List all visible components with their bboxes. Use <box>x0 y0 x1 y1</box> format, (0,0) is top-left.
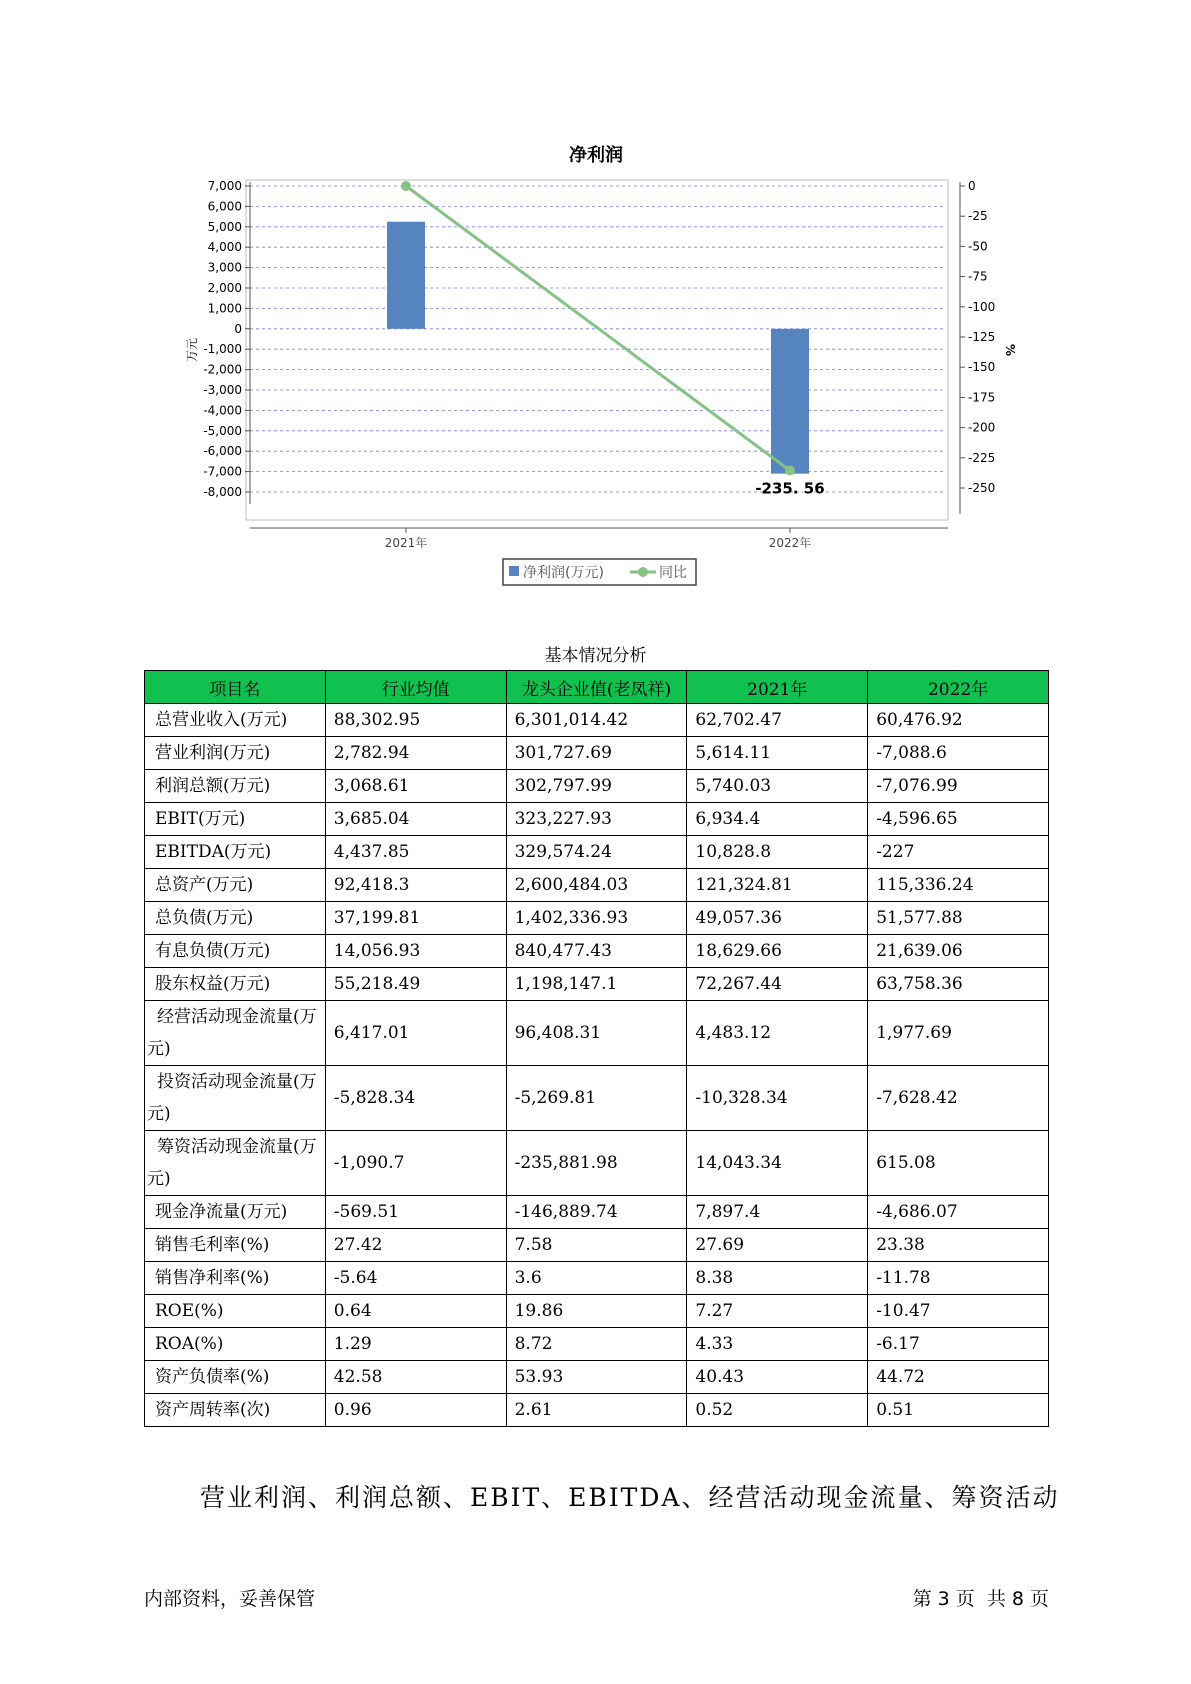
row-label: EBITDA(万元) <box>145 836 326 869</box>
row-cell: -4,596.65 <box>868 803 1049 836</box>
y2-tick-label: -50 <box>968 239 988 254</box>
row-label: 经营活动现金流量(万元) <box>145 1001 326 1066</box>
y-tick-label: -2,000 <box>203 362 242 377</box>
table-row <box>145 968 1049 1001</box>
yoy-point <box>401 181 411 191</box>
legend-bar-swatch <box>509 566 519 576</box>
row-cell: 62,702.47 <box>687 704 868 737</box>
basic-analysis-table <box>144 670 1049 1427</box>
table-row <box>145 1066 1049 1131</box>
row-cell: -5,828.34 <box>325 1066 506 1131</box>
legend-line-marker <box>638 567 648 577</box>
row-cell: 4,437.85 <box>325 836 506 869</box>
row-cell: 44.72 <box>868 1361 1049 1394</box>
row-cell: 42.58 <box>325 1361 506 1394</box>
y-tick-label: 7,000 <box>207 179 242 193</box>
row-label: 利润总额(万元) <box>145 770 326 803</box>
table-row <box>145 704 1049 737</box>
y2-tick-label: -225 <box>968 450 996 465</box>
y-tick-label: -4,000 <box>203 403 242 418</box>
row-cell: 14,043.34 <box>687 1131 868 1196</box>
row-cell: 121,324.81 <box>687 869 868 902</box>
row-cell: 0.96 <box>325 1394 506 1427</box>
row-cell: -10,328.34 <box>687 1066 868 1131</box>
row-cell: -7,076.99 <box>868 770 1049 803</box>
chart-marks <box>387 181 809 476</box>
row-cell: 19.86 <box>506 1295 687 1328</box>
y2-tick-label: -100 <box>968 299 996 314</box>
y2-tick-label: -150 <box>968 360 996 375</box>
table-row <box>145 935 1049 968</box>
row-cell: 8.72 <box>506 1328 687 1361</box>
table-row <box>145 1394 1049 1427</box>
row-cell: 4,483.12 <box>687 1001 868 1066</box>
row-label: 现金净流量(万元) <box>145 1196 326 1229</box>
row-cell: 6,934.4 <box>687 803 868 836</box>
row-label: ROE(%) <box>145 1295 326 1328</box>
table-row <box>145 737 1049 770</box>
row-cell: 88,302.95 <box>325 704 506 737</box>
row-cell: 18,629.66 <box>687 935 868 968</box>
row-label: 资产负债率(%) <box>145 1361 326 1394</box>
footer-page-number <box>907 1584 1049 1611</box>
row-cell: 7.27 <box>687 1295 868 1328</box>
row-cell: 2.61 <box>506 1394 687 1427</box>
header-2022: 2022年 <box>868 671 1049 704</box>
table-row <box>145 803 1049 836</box>
row-cell: 323,227.93 <box>506 803 687 836</box>
row-cell: 615.08 <box>868 1131 1049 1196</box>
net-profit-bar <box>387 222 425 329</box>
y2-tick-label: -175 <box>968 390 996 405</box>
row-cell: 40.43 <box>687 1361 868 1394</box>
total-pages-label: 共 8 页 <box>986 1588 1049 1610</box>
row-label: 股东权益(万元) <box>145 968 326 1001</box>
row-cell: 115,336.24 <box>868 869 1049 902</box>
row-cell: 0.64 <box>325 1295 506 1328</box>
chart-title: 净利润 <box>569 145 623 166</box>
row-cell: -569.51 <box>325 1196 506 1229</box>
row-cell: -5,269.81 <box>506 1066 687 1131</box>
y-tick-label: -6,000 <box>203 444 242 459</box>
row-cell: 329,574.24 <box>506 836 687 869</box>
row-cell: 27.69 <box>687 1229 868 1262</box>
row-cell: 301,727.69 <box>506 737 687 770</box>
row-cell: 5,614.11 <box>687 737 868 770</box>
row-cell: 60,476.92 <box>868 704 1049 737</box>
row-label: ROA(%) <box>145 1328 326 1361</box>
row-cell: 2,600,484.03 <box>506 869 687 902</box>
row-label: 销售毛利率(%) <box>145 1229 326 1262</box>
row-label: 总负债(万元) <box>145 902 326 935</box>
row-cell: 23.38 <box>868 1229 1049 1262</box>
y2-tick-label: 0 <box>968 179 976 193</box>
row-cell: 63,758.36 <box>868 968 1049 1001</box>
y-tick-label: -3,000 <box>203 383 242 397</box>
y-tick-label: 3,000 <box>207 260 242 275</box>
row-label: 有息负债(万元) <box>145 935 326 968</box>
row-cell: 0.51 <box>868 1394 1049 1427</box>
table-row <box>145 1262 1049 1295</box>
row-label: 总资产(万元) <box>145 869 326 902</box>
row-cell: 14,056.93 <box>325 935 506 968</box>
row-cell: 7,897.4 <box>687 1196 868 1229</box>
row-cell: 6,301,014.42 <box>506 704 687 737</box>
table-row <box>145 1361 1049 1394</box>
yoy-line <box>406 186 790 471</box>
y2-tick-label: -250 <box>968 481 996 495</box>
row-cell: 55,218.49 <box>325 968 506 1001</box>
y2-tick-label: -200 <box>968 420 996 435</box>
y-tick-label: 1,000 <box>207 301 242 316</box>
row-cell: 1,402,336.93 <box>506 902 687 935</box>
row-label: 筹资活动现金流量(万元) <box>145 1131 326 1196</box>
row-cell: -235,881.98 <box>506 1131 687 1196</box>
row-cell: -1,090.7 <box>325 1131 506 1196</box>
y-axis-label: 万元 <box>185 337 199 363</box>
row-cell: 37,199.81 <box>325 902 506 935</box>
table-row <box>145 836 1049 869</box>
row-cell: 6,417.01 <box>325 1001 506 1066</box>
y2-tick-label: -75 <box>968 269 988 284</box>
table-row <box>145 770 1049 803</box>
row-cell: -4,686.07 <box>868 1196 1049 1229</box>
legend-bar-label: 净利润(万元) <box>523 565 604 581</box>
footer-confidential: 内部资料，妥善保管 <box>144 1588 316 1610</box>
legend-line-label: 同比 <box>659 565 687 581</box>
row-cell: 7.58 <box>506 1229 687 1262</box>
row-cell: 1.29 <box>325 1328 506 1361</box>
table-row <box>145 1229 1049 1262</box>
row-cell: 72,267.44 <box>687 968 868 1001</box>
y-tick-label: 4,000 <box>207 240 242 255</box>
row-cell: 4.33 <box>687 1328 868 1361</box>
row-cell: 51,577.88 <box>868 902 1049 935</box>
row-cell: 2,782.94 <box>325 737 506 770</box>
y2-tick-label: -125 <box>968 330 996 344</box>
row-cell: 10,828.8 <box>687 836 868 869</box>
table-row <box>145 1196 1049 1229</box>
body-paragraph: 营业利润、利润总额、EBIT、EBITDA、经营活动现金流量、筹资活动 <box>200 1483 1060 1512</box>
chart-axes <box>203 179 995 550</box>
row-cell: 1,198,147.1 <box>506 968 687 1001</box>
row-cell: 0.52 <box>687 1394 868 1427</box>
row-cell: 27.42 <box>325 1229 506 1262</box>
row-cell: 5,740.03 <box>687 770 868 803</box>
x-tick-label: 2022年 <box>768 536 812 550</box>
y-tick-label: 0 <box>234 321 242 336</box>
row-cell: -6.17 <box>868 1328 1049 1361</box>
row-cell: -146,889.74 <box>506 1196 687 1229</box>
row-cell: 3.6 <box>506 1262 687 1295</box>
row-cell: 3,068.61 <box>325 770 506 803</box>
row-label: 投资活动现金流量(万元) <box>145 1066 326 1131</box>
y2-axis-label: % <box>1003 343 1017 357</box>
row-label: 资产周转率(次) <box>145 1394 326 1427</box>
table-title: 基本情况分析 <box>544 646 647 666</box>
table-row <box>145 1001 1049 1066</box>
page-label: 第 3 页 <box>912 1588 975 1610</box>
table-row <box>145 1295 1049 1328</box>
row-cell: 3,685.04 <box>325 803 506 836</box>
y-tick-label: -5,000 <box>203 423 242 438</box>
row-cell: -227 <box>868 836 1049 869</box>
row-cell: -7,088.6 <box>868 737 1049 770</box>
table-row <box>145 902 1049 935</box>
y2-tick-label: -25 <box>968 209 988 224</box>
table-row <box>145 1131 1049 1196</box>
row-cell: 840,477.43 <box>506 935 687 968</box>
y-tick-label: -1,000 <box>203 342 242 357</box>
y-tick-label: 6,000 <box>207 199 242 214</box>
plot-frame <box>246 180 948 520</box>
header-leader-value: 龙头企业值(老凤祥) <box>506 671 687 704</box>
net-profit-chart <box>0 0 1191 620</box>
net-profit-bar <box>771 329 809 474</box>
y-tick-label: 2,000 <box>207 281 242 295</box>
x-tick-label: 2021年 <box>384 536 428 550</box>
table-header-row <box>145 671 1049 704</box>
table-row <box>145 1328 1049 1361</box>
y-tick-label: -7,000 <box>203 464 242 479</box>
row-cell: -7,628.42 <box>868 1066 1049 1131</box>
row-cell: 92,418.3 <box>325 869 506 902</box>
row-cell: 302,797.99 <box>506 770 687 803</box>
row-cell: -5.64 <box>325 1262 506 1295</box>
table-row <box>145 869 1049 902</box>
y-tick-label: 5,000 <box>207 219 242 234</box>
row-cell: 49,057.36 <box>687 902 868 935</box>
row-cell: 1,977.69 <box>868 1001 1049 1066</box>
yoy-point <box>785 466 795 476</box>
chart-grid <box>246 180 948 520</box>
header-2021: 2021年 <box>687 671 868 704</box>
y-tick-label: -8,000 <box>203 485 242 499</box>
row-label: EBIT(万元) <box>145 803 326 836</box>
yoy-data-label: -235. 56 <box>755 479 825 498</box>
chart-legend <box>503 559 696 585</box>
row-cell: 8.38 <box>687 1262 868 1295</box>
header-industry-avg: 行业均值 <box>325 671 506 704</box>
row-cell: -11.78 <box>868 1262 1049 1295</box>
row-cell: 53.93 <box>506 1361 687 1394</box>
row-cell: 21,639.06 <box>868 935 1049 968</box>
row-label: 总营业收入(万元) <box>145 704 326 737</box>
header-item-name: 项目名 <box>145 671 326 704</box>
row-label: 营业利润(万元) <box>145 737 326 770</box>
row-cell: 96,408.31 <box>506 1001 687 1066</box>
row-cell: -10.47 <box>868 1295 1049 1328</box>
row-label: 销售净利率(%) <box>145 1262 326 1295</box>
